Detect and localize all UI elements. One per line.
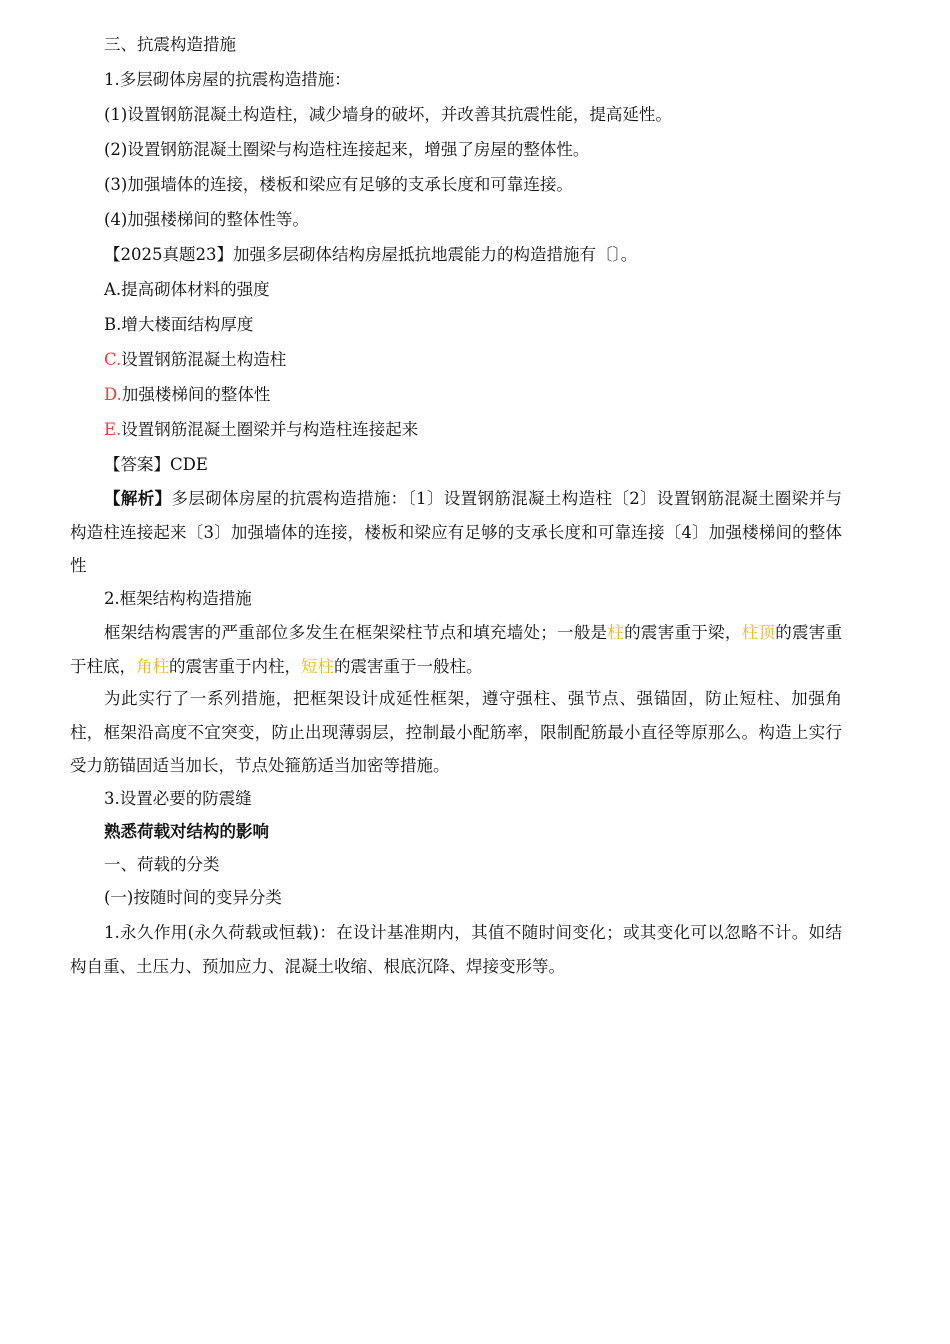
question-stem: 【2025真题23】加强多层砌体结构房屋抵抗地震能力的构造措施有〔〕。 (104, 245, 638, 264)
option-text: 提高砌体材料的强度 (121, 280, 270, 299)
option-text: 设置钢筋混凝土构造柱 (121, 350, 287, 369)
text-run: 的震害重于一般柱。 (334, 656, 483, 676)
analysis-label: 【解析】 (104, 489, 172, 508)
option-e (104, 420, 418, 440)
option-d (104, 385, 270, 405)
masonry-item: (4)加强楼梯间的整体性等。 (104, 210, 309, 229)
masonry-item: (2)设置钢筋混凝土圈梁与构造柱连接起来，增强了房屋的整体性。 (104, 140, 590, 159)
option-a (104, 280, 270, 300)
highlight-text: 角柱 (136, 656, 169, 676)
highlight-text: 柱顶 (741, 623, 776, 642)
highlight-text: 短柱 (301, 656, 334, 676)
text-run: 的震害重于内柱， (169, 656, 301, 676)
option-letter: B. (104, 315, 122, 334)
frame-title: 2.框架结构构造措施 (104, 589, 252, 608)
highlight-text: 柱 (607, 623, 625, 642)
option-letter: E. (104, 420, 122, 439)
analysis-paragraph (70, 482, 842, 583)
option-b (104, 315, 253, 335)
masonry-item: (1)设置钢筋混凝土构造柱，减少墙身的破坏，并改善其抗震性能，提高延性。 (104, 105, 672, 124)
section-heading: 三、抗震构造措施 (104, 35, 236, 54)
option-c (104, 350, 286, 370)
loads-paragraph: 1.永久作用(永久荷载或恒载)：在设计基准期内，其值不随时间变化；或其变化可以忽略不计。如结构自重、土压力、预加应力、混凝土收缩、根底沉降、焊接变形等。 (70, 923, 842, 976)
option-letter: A. (104, 280, 122, 299)
text-run: 框架结构震害的严重部位多发生在框架梁柱节点和填充墙处；一般是 (104, 623, 608, 642)
masonry-item: (3)加强墙体的连接，楼板和梁应有足够的支承长度和可靠连接。 (104, 175, 573, 194)
option-text: 增大楼面结构厚度 (121, 315, 254, 334)
answer-line: 【答案】CDE (104, 455, 208, 474)
option-letter: C. (104, 350, 122, 369)
loads-subheading: 一、荷载的分类 (104, 855, 220, 874)
frame-paragraph-1 (70, 616, 842, 683)
masonry-title: 1.多层砌体房屋的抗震构造措施： (104, 70, 351, 89)
text-run: 的震害重于柱底， (70, 623, 843, 676)
option-letter: D. (104, 385, 122, 404)
frame-paragraph-2: 为此实行了一系列措施，把框架设计成延性框架，遵守强柱、强节点、强锚固，防止短柱、加强角柱，框架沿高度不宜突变，防止出现薄弱层，控制最小配筋率，限制配筋最小直径等原那么。构造上实行受力筋锚固适当加长，节点处箍筋适当加密等措施。 (70, 689, 842, 775)
text-run: 的震害重于梁， (624, 623, 742, 642)
option-text: 加强楼梯间的整体性 (121, 385, 271, 404)
loads-heading: 熟悉荷载对结构的影响 (104, 822, 269, 841)
option-text: 设置钢筋混凝土圈梁并与构造柱连接起来 (121, 420, 419, 439)
joint-title: 3.设置必要的防震缝 (104, 789, 252, 808)
analysis-text: 多层砌体房屋的抗震构造措施：〔1〕设置钢筋混凝土构造柱〔2〕设置钢筋混凝土圈梁并与构造柱连接起来〔3〕加强墙体的连接，楼板和梁应有足够的支承长度和可靠连接〔4〕加强楼梯间的整体性 (70, 489, 843, 575)
loads-subheading-2: (一)按随时间的变异分类 (104, 888, 282, 907)
